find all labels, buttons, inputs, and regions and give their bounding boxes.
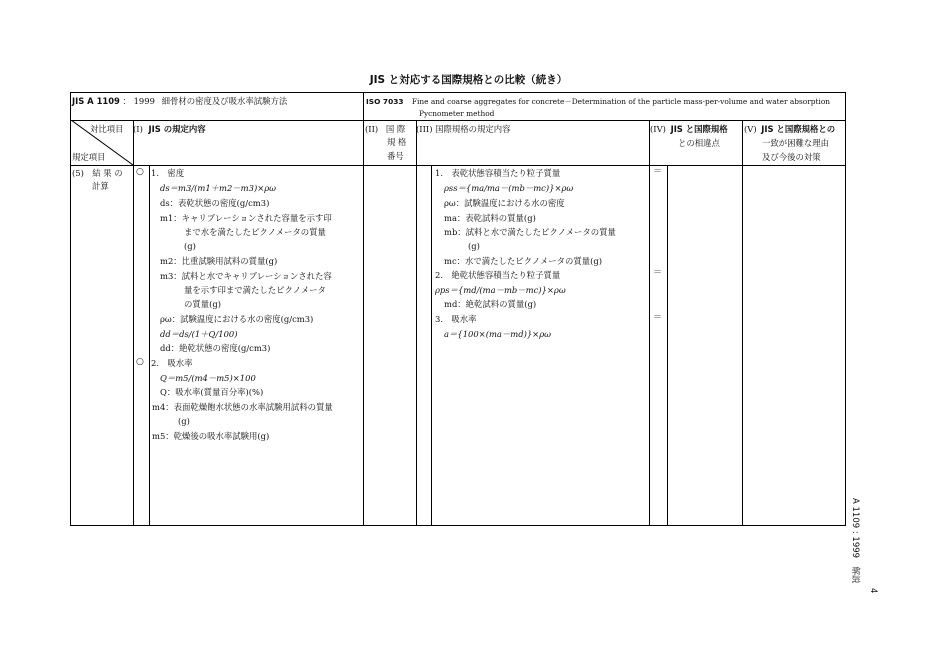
iso-line: md：絶乾試料の質量(g)	[444, 299, 537, 309]
col-v-number: (V)	[744, 124, 757, 134]
col-iv-divider	[742, 120, 743, 525]
iso-standard-header	[366, 96, 830, 107]
equivalence-mark: ＝	[653, 268, 663, 278]
jis-line: m1：キャリブレーションされた容量を示す印	[160, 213, 332, 223]
col-ii-line-1: 国 際	[385, 124, 406, 134]
jis-line: 量を示す印まで満たしたピクノメータ	[184, 285, 326, 295]
jis-number: JIS A 1109	[72, 96, 120, 106]
iso-line: 3. 吸水率	[435, 314, 477, 324]
diag-top-label: 対比項目	[90, 124, 124, 134]
jis-iso-divider	[363, 93, 364, 120]
jis-standard-header	[72, 96, 287, 107]
jis-line: (g)	[178, 416, 190, 426]
equivalence-mark: ＝	[653, 167, 663, 177]
header-divider	[71, 120, 845, 121]
equivalence-mark: ＝	[653, 313, 663, 323]
col-iii-label: 国際規格の規定内容	[435, 124, 511, 134]
col-iv-number: (IV)	[650, 124, 666, 134]
item-label-line-1: (5) 結 果 の	[72, 168, 123, 178]
col-iii-header	[416, 124, 511, 135]
page-title: JIS と対応する国際規格との比較（続き）	[369, 74, 568, 86]
diag-bottom-label: 規定項目	[72, 152, 106, 162]
col-mark-i-divider	[149, 165, 150, 525]
iso-line: (g)	[468, 241, 480, 251]
col-ii-number: (II)	[365, 124, 379, 134]
document-reference-text: A 1109 : 1999 解説	[850, 498, 860, 584]
iso-line: a＝{100×(ma－md)}×ρω	[444, 329, 551, 339]
col-v-header	[744, 124, 835, 135]
col-ii-header	[365, 124, 405, 135]
correspondence-mark: ○	[136, 357, 144, 367]
page-number-text: 4	[868, 588, 878, 594]
col-i-number: (I)	[133, 124, 143, 134]
jis-line: の質量(g)	[184, 299, 222, 309]
jis-line: ds＝m3/(m1＋m2－m3)×ρω	[160, 183, 276, 193]
jis-line: Q＝m5/(m4－m5)×100	[160, 373, 256, 383]
iso-line: 2. 絶乾状態容積当たり粒子質量	[435, 270, 561, 280]
jis-line: 2. 吸水率	[151, 358, 193, 368]
jis-title: 細骨材の密度及び吸水率試験方法	[161, 96, 288, 106]
jis-line: 1. 密度	[151, 168, 185, 178]
jis-line: m3：試料と水でキャリブレーションされた容	[160, 271, 332, 281]
correspondence-mark: ○	[136, 167, 144, 177]
col-ii-line-2: 規 格	[387, 137, 407, 147]
jis-line: (g)	[184, 241, 196, 251]
jis-line: m2：比重試験用試料の質量(g)	[160, 256, 278, 266]
col-i-label: JIS の規定内容	[148, 124, 206, 134]
iso-line: mc：水で満たしたピクノメータの質量(g)	[444, 256, 603, 266]
col-iii-number: (III)	[416, 124, 433, 134]
col-v-line-3: 及び今後の対策	[762, 152, 821, 162]
jis-line: m4：表面乾燥飽水状態の水率試験用試料の質量	[152, 402, 333, 412]
col-iv-line-2: との相違点	[678, 138, 720, 148]
iso-title-line-2: Pycnometer method	[419, 109, 495, 118]
col-i-header	[133, 124, 206, 135]
col-v-line-2: 一致が困難な理由	[762, 138, 829, 148]
iso-line: ρω：試験温度における水の密度	[444, 198, 565, 208]
iso-line: mb：試料と水で満たしたピクノメータの質量	[444, 227, 616, 237]
col-v-line-1: JIS と国際規格との	[761, 124, 836, 134]
col-mark-iii-divider	[431, 165, 432, 525]
iso-line: ρss＝{ma/ma－(mb－mc)}×ρω	[444, 183, 574, 193]
iso-title-line-1: Fine and coarse aggregates for concrete－Determination of the particle mass-per-volume and water absorption	[411, 97, 831, 106]
col-mark-iv-divider	[667, 165, 668, 525]
iso-line: ma：表乾試料の質量(g)	[444, 213, 536, 223]
jis-line: ρω：試験温度における水の密度(g/cm3)	[160, 314, 314, 324]
iso-line: ρps＝{md/(ma－mb－mc)}×ρω	[435, 285, 566, 295]
col-i-divider	[363, 120, 364, 525]
jis-line: ds：表乾状態の密度(g/cm3)	[160, 198, 270, 208]
col-ii-divider	[416, 120, 417, 525]
col-iv-line-1: JIS と国際規格	[670, 124, 728, 134]
iso-number: ISO 7033	[366, 97, 404, 106]
col-iv-header	[650, 124, 728, 135]
column-header-divider	[71, 165, 845, 166]
jis-line: Q：吸水率(質量百分率)(%)	[160, 387, 264, 397]
col-item-divider	[133, 120, 134, 525]
iso-line: 1. 表乾状態容積当たり粒子質量	[435, 168, 561, 178]
item-label-line-2: 計算	[92, 181, 109, 191]
col-iii-divider	[649, 120, 650, 525]
col-ii-line-3: 番号	[387, 151, 404, 161]
jis-line: dd＝ds/(1＋Q/100)	[160, 329, 238, 339]
jis-year: ： 1999	[122, 96, 155, 106]
jis-line: dd：絶乾状態の密度(g/cm3)	[160, 343, 271, 353]
jis-line: まで水を満たしたピクノメータの質量	[184, 227, 326, 237]
jis-line: m5：乾燥後の吸水率試験用(g)	[152, 431, 270, 441]
